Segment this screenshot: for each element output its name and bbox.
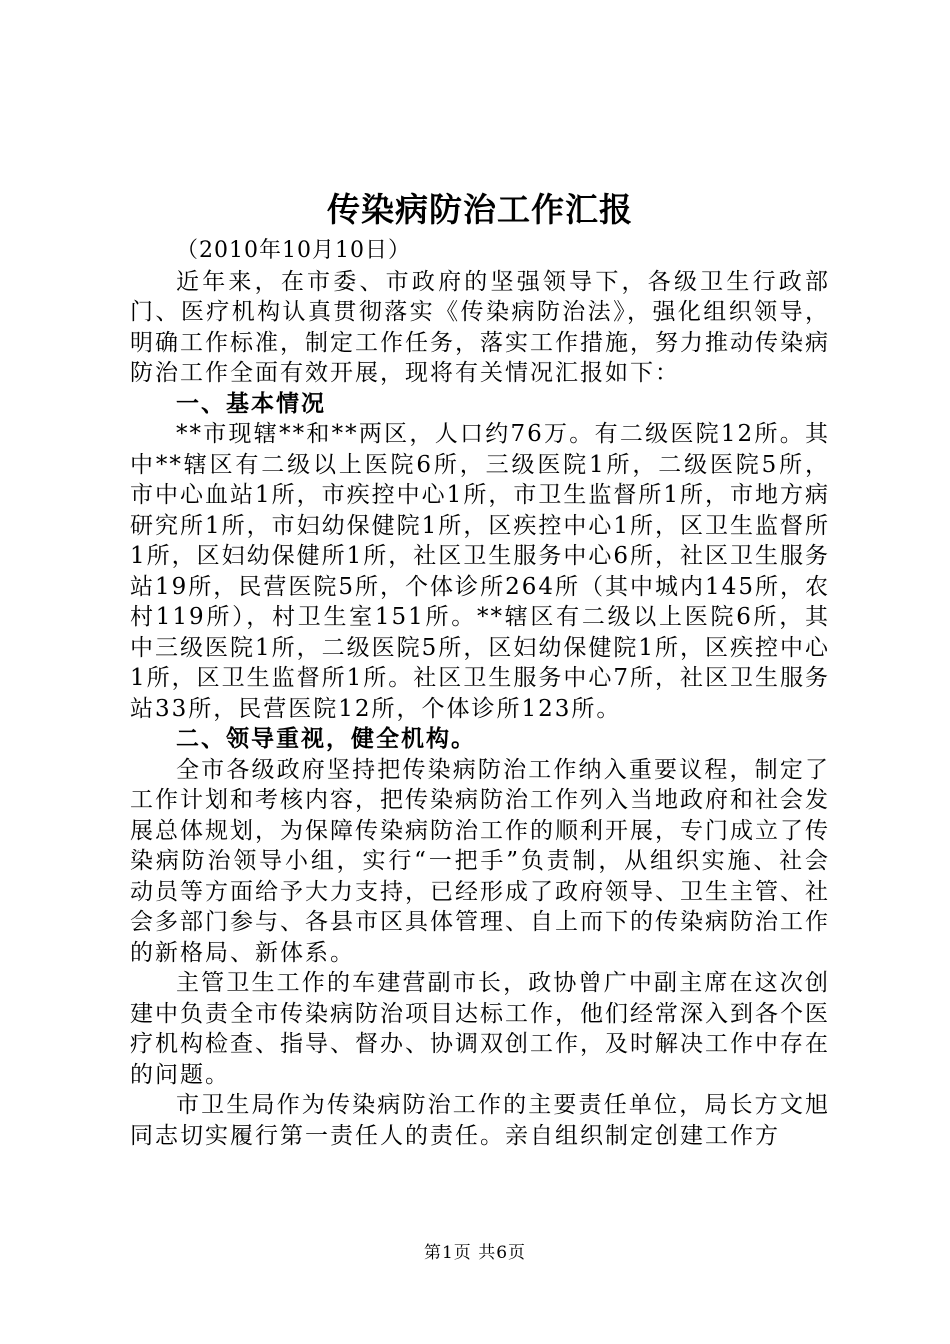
leadership-paragraph: 全市各级政府坚持把传染病防治工作纳入重要议程，制定了工作计划和考核内容，把传染病防治工作列入当地政府和社会发展总体规划，为保障传染病防治工作的顺利开展，专门成立了传染病防治领导小组，实行“一把手”负责制，从组织实施、社会动员等方面给予大力支持，已经形成了政府领导、卫生主管、社会多部门参与、各县市区具体管理、自上而下的传染病防治工作的新格局、新体系。 bbox=[130, 756, 830, 966]
intro-paragraph: 近年来，在市委、市政府的坚强领导下，各级卫生行政部门、医疗机构认真贯彻落实《传染病防治法》，强化组织领导，明确工作标准，制定工作任务，落实工作措施，努力推动传染病防治工作全面有效开展，现将有关情况汇报如下： bbox=[130, 268, 830, 386]
section-heading-basic-situation: 一、基本情况 bbox=[176, 390, 326, 417]
document-title: 传染病防治工作汇报 bbox=[327, 190, 633, 229]
basic-situation-paragraph: **市现辖**和**两区，人口约76万。有二级医院12所。其中**辖区有二级以上医院6所，三级医院1所，二级医院5所，市中心血站1所，市疾控中心1所，市卫生监督所1所，市地方病研究所1所，市妇幼保健院1所，区疾控中心1所，区卫生监督所1所，区妇幼保健所1所，社区卫生服务中心6所，社区卫生服务站19所，民营医院5所，个体诊所264所（其中城内145所，农村119所），村卫生室151所。**辖区有二级以上医院6所，其中三级医院1所，二级医院5所，区妇幼保健院1所，区疾控中心1所，区卫生监督所1所。社区卫生服务中心7所，社区卫生服务站33所，民营医院12所，个体诊所123所。 bbox=[130, 421, 830, 722]
document-body bbox=[130, 188, 830, 1151]
vice-mayor-paragraph: 主管卫生工作的车建营副市长，政协曾广中副主席在这次创建中负责全市传染病防治项目达标工作，他们经常深入到各个医疗机构检查、指导、督办、协调双创工作，及时解决工作中存在的问题。 bbox=[130, 970, 830, 1088]
page-number-footer: 第1页 共6页 bbox=[423, 1243, 527, 1263]
health-bureau-paragraph: 市卫生局作为传染病防治工作的主要责任单位，局长方文旭同志切实履行第一责任人的责任。亲自组织制定创建工作方 bbox=[130, 1092, 830, 1149]
report-date: （2010年10月10日） bbox=[176, 238, 411, 263]
section-heading-leadership: 二、领导重视，健全机构。 bbox=[176, 726, 476, 752]
